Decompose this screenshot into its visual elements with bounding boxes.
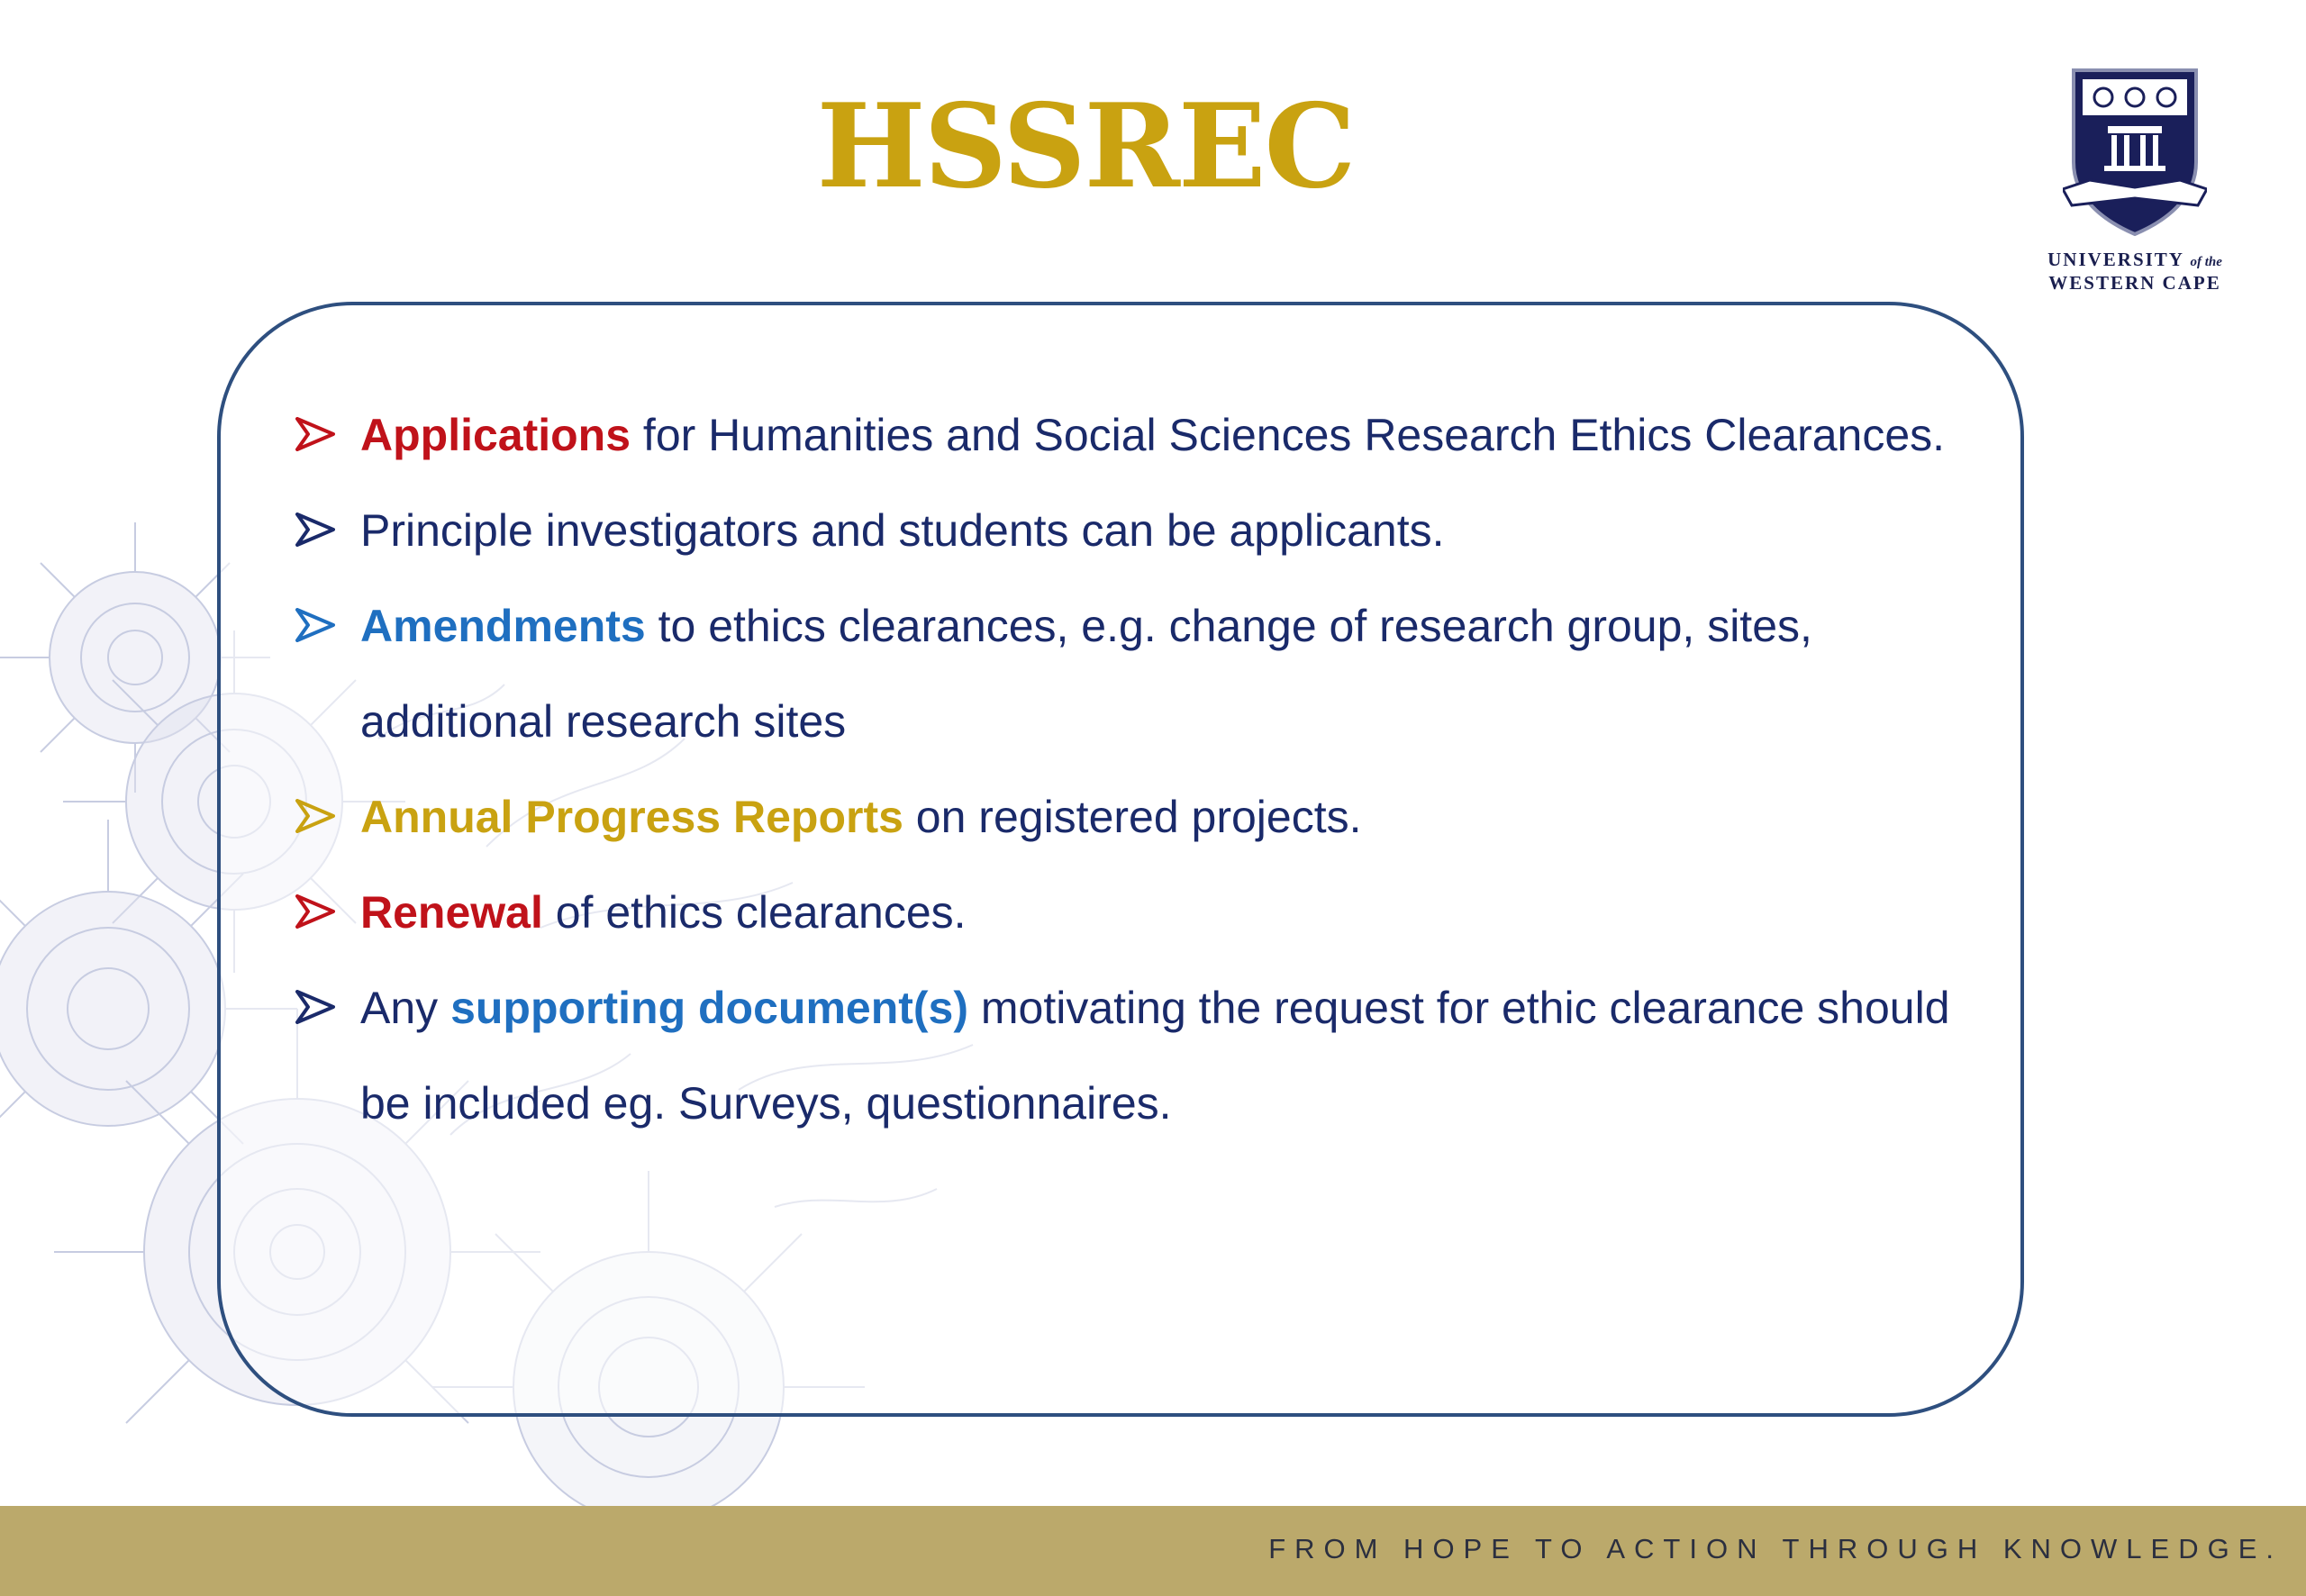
- bullet-item: [288, 960, 2000, 1151]
- bullet-text: Principle investigators and students can be applicants.: [360, 505, 1445, 556]
- logo-text-western-cape: WESTERN CAPE: [2048, 272, 2221, 294]
- bullet-item: [288, 865, 2000, 960]
- bullet-item: [288, 483, 2000, 578]
- bullet-text: of ethics clearances.: [542, 887, 967, 938]
- footer-tagline: FROM HOPE TO ACTION THROUGH KNOWLEDGE.: [1268, 1533, 2283, 1564]
- bullet-text: motivating the request for ethic clearance should be included eg. Surveys, questionnaires.: [360, 983, 1950, 1129]
- bullet-text: Any: [360, 983, 451, 1033]
- arrow-bullet-icon: [295, 512, 335, 547]
- bullet-highlight: supporting document(s): [450, 983, 969, 1033]
- arrow-bullet-icon: [295, 608, 335, 642]
- bullet-item: [288, 578, 2000, 769]
- bullet-list: [288, 387, 2000, 1151]
- bullet-item: [288, 387, 2000, 483]
- bullet-highlight: Renewal: [360, 887, 543, 938]
- arrow-bullet-icon: [295, 894, 335, 929]
- university-logo: [2027, 63, 2243, 306]
- slide-title: HSSREC: [816, 79, 1355, 214]
- bullet-highlight: Annual Progress Reports: [360, 792, 903, 842]
- university-crest-icon: [2063, 63, 2207, 243]
- logo-text-university: UNIVERSITY: [2047, 249, 2184, 270]
- bullet-text: to ethics clearances, e.g. change of research group, sites, additional research sites: [360, 601, 1812, 747]
- logo-text-of-the: of the: [2190, 255, 2222, 269]
- bullet-highlight: Applications: [360, 410, 631, 460]
- bullet-item: [288, 769, 2000, 865]
- bullet-highlight: Amendments: [360, 601, 646, 651]
- footer-band: [0, 1506, 2306, 1596]
- bullet-text: on registered projects.: [903, 792, 1362, 842]
- arrow-bullet-icon: [295, 417, 335, 451]
- arrow-bullet-icon: [295, 990, 335, 1024]
- arrow-bullet-icon: [295, 799, 335, 833]
- bullet-text: for Humanities and Social Sciences Research Ethics Clearances.: [631, 410, 1946, 460]
